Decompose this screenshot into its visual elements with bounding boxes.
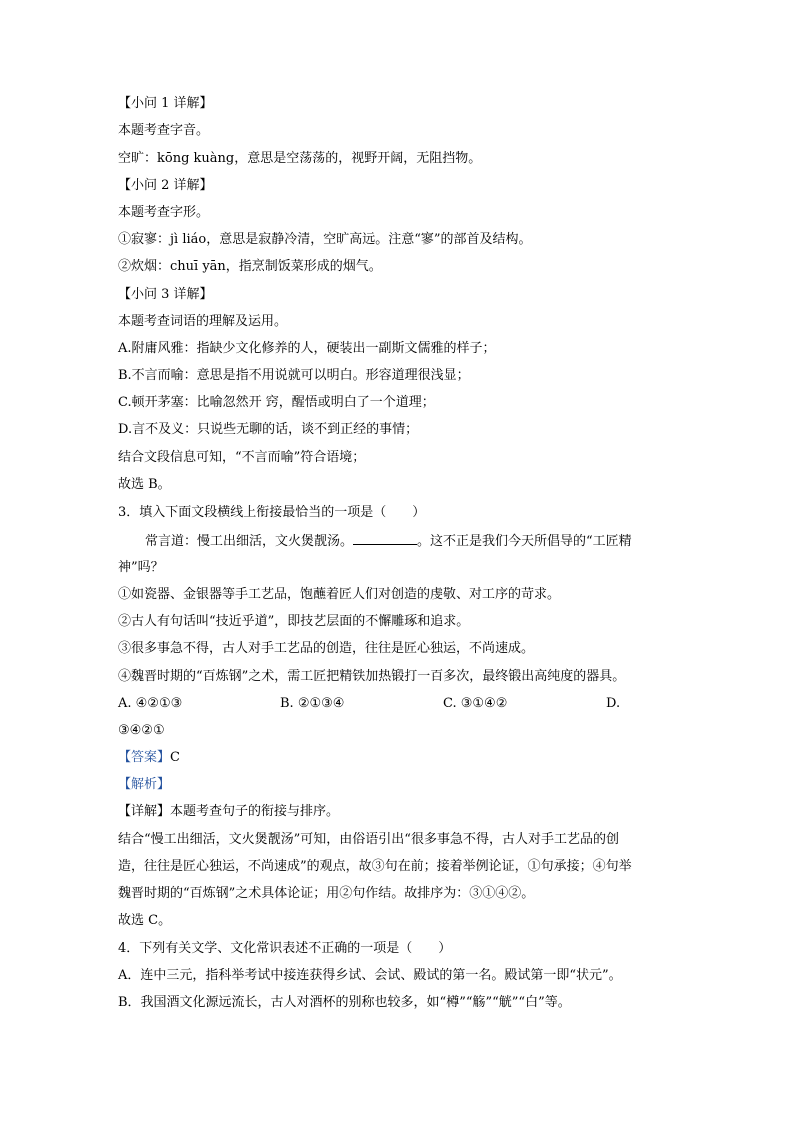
explanation-line: 结合“慢工出细活，文火煲靓汤”可知，由俗语引出“很多事急不得，古人对手工艺品的创 xyxy=(118,832,619,847)
explanation-line: 魏晋时期的“百炼钢”之术具体论证；用②句作结。故排序为：③①④②。 xyxy=(118,886,535,901)
text-line: 本题考查字音。 xyxy=(118,123,210,138)
sentence-4: ④魏晋时期的“百炼钢”之术，需工匠把精铁加热锻打一百多次，最终锻出高纯度的器具。 xyxy=(118,669,626,684)
passage-text: 。这不正是我们今天所倡导的“工匠精 xyxy=(417,534,632,549)
text-line: D.言不及义：只说些无聊的话，谈不到正经的事情； xyxy=(118,422,419,437)
explanation-line: 造，往往是匠心独运，不尚速成”的观点，故③句在前；接着举例论证，①句承接；④句举 xyxy=(118,859,632,874)
analysis-label: 【解析】 xyxy=(118,777,171,792)
option-c: C. ③①④② xyxy=(443,696,508,711)
sentence-3: ③很多事急不得，古人对手工艺品的创造，往往是匠心独运，不尚速成。 xyxy=(118,641,535,656)
detail-label: 【详解】 xyxy=(118,804,171,819)
options-row xyxy=(118,695,678,713)
text-line: A.附庸风雅：指缺少文化修养的人，硬装出一副斯文儒雅的样子； xyxy=(118,341,496,356)
passage-line xyxy=(145,532,632,550)
option-b: B. ②①③④ xyxy=(280,696,345,711)
text-line: 结合文段信息可知，“不言而喻”符合语境； xyxy=(118,450,366,465)
text-line: B.不言而喻：意思是指不用说就可以明白。形容道理很浅显； xyxy=(118,368,470,383)
passage-line: 神”吗？ xyxy=(118,560,164,575)
answer-line xyxy=(118,749,180,767)
text-line: C.顿开茅塞：比喻忽然开 窍，醒悟或明白了一个道理； xyxy=(118,395,435,410)
answer-label: 【答案】 xyxy=(118,750,171,765)
fill-in-blank xyxy=(353,532,417,545)
text-line: 本题考查字形。 xyxy=(118,205,210,220)
question-3-stem: 3．填入下面文段横线上衔接最恰当的一项是（ ） xyxy=(118,505,426,520)
detail-line xyxy=(118,803,339,821)
option-d: D. xyxy=(606,696,621,711)
subquestion-3-heading: 【小问 3 详解】 xyxy=(118,287,213,302)
sentence-2: ②古人有句话叫“技近乎道”，即技艺层面的不懈雕琢和追求。 xyxy=(118,614,470,629)
explanation-line: 故选 C。 xyxy=(118,913,172,928)
detail-text: 本题考查句子的衔接与排序。 xyxy=(170,804,340,819)
question-4-option-b: B．我国酒文化源远流长，古人对酒杯的别称也较多，如“樽”“觞”“觥”“白”等。 xyxy=(118,995,571,1010)
passage-text: 常言道：慢工出细活，文火煲靓汤。 xyxy=(145,534,354,549)
text-line: 本题考查词语的理解及运用。 xyxy=(118,314,288,329)
text-line: 空旷：kōng kuàng，意思是空荡荡的，视野开阔，无阻挡物。 xyxy=(118,151,482,166)
text-line: 故选 B。 xyxy=(118,477,171,492)
option-d-content: ③④②① xyxy=(118,723,165,738)
option-a: A. ④②①③ xyxy=(118,696,183,711)
question-4-stem: 4．下列有关文学、文化常识表述不正确的一项是（ ） xyxy=(118,941,452,956)
question-4-option-a: A．连中三元，指科举考试中接连获得乡试、会试、殿试的第一名。殿试第一即“状元”。 xyxy=(118,968,622,983)
sentence-1: ①如瓷器、金银器等手工艺品，饱蘸着匠人们对创造的虔敬、对工序的苛求。 xyxy=(118,587,561,602)
text-line: ①寂寥：jì liáo，意思是寂静冷清，空旷高远。注意“寥”的部首及结构。 xyxy=(118,232,532,247)
answer-value: C xyxy=(170,750,180,765)
subquestion-2-heading: 【小问 2 详解】 xyxy=(118,178,213,193)
text-line: ②炊烟：chuī yān，指烹制饭菜形成的烟气。 xyxy=(118,259,382,274)
subquestion-1-heading: 【小问 1 详解】 xyxy=(118,96,213,111)
